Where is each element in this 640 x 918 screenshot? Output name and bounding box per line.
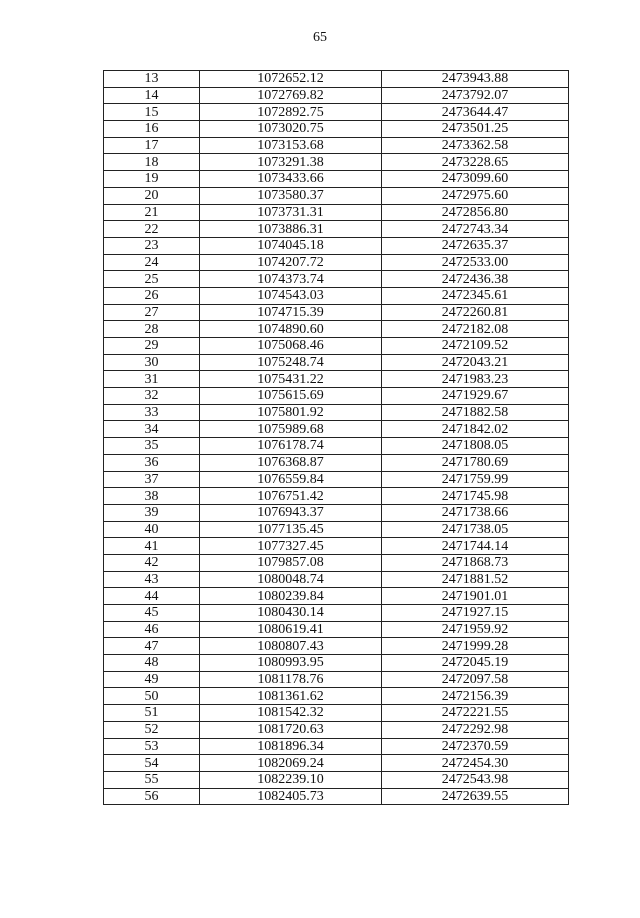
point-number-cell: 41 — [104, 538, 200, 555]
x-coordinate-cell: 1081542.32 — [200, 705, 382, 722]
y-coordinate-cell: 2471881.52 — [382, 571, 569, 588]
x-coordinate-cell: 1076943.37 — [200, 504, 382, 521]
point-number-cell: 45 — [104, 605, 200, 622]
y-coordinate-cell: 2471927.15 — [382, 605, 569, 622]
point-number-cell: 20 — [104, 187, 200, 204]
x-coordinate-cell: 1075068.46 — [200, 338, 382, 355]
x-coordinate-cell: 1080993.95 — [200, 655, 382, 672]
table-row — [104, 755, 569, 772]
x-coordinate-cell: 1075431.22 — [200, 371, 382, 388]
y-coordinate-cell: 2471780.69 — [382, 454, 569, 471]
x-coordinate-cell: 1073153.68 — [200, 137, 382, 154]
table-row — [104, 87, 569, 104]
y-coordinate-cell: 2471808.05 — [382, 438, 569, 455]
x-coordinate-cell: 1081178.76 — [200, 671, 382, 688]
point-number-cell: 15 — [104, 104, 200, 121]
table-row — [104, 655, 569, 672]
point-number-cell: 36 — [104, 454, 200, 471]
point-number-cell: 24 — [104, 254, 200, 271]
x-coordinate-cell: 1074890.60 — [200, 321, 382, 338]
y-coordinate-cell: 2472436.38 — [382, 271, 569, 288]
y-coordinate-cell: 2471983.23 — [382, 371, 569, 388]
x-coordinate-cell: 1081361.62 — [200, 688, 382, 705]
y-coordinate-cell: 2472043.21 — [382, 354, 569, 371]
point-number-cell: 49 — [104, 671, 200, 688]
y-coordinate-cell: 2471745.98 — [382, 488, 569, 505]
table-row — [104, 371, 569, 388]
x-coordinate-cell: 1082069.24 — [200, 755, 382, 772]
y-coordinate-cell: 2472635.37 — [382, 237, 569, 254]
point-number-cell: 17 — [104, 137, 200, 154]
point-number-cell: 42 — [104, 554, 200, 571]
x-coordinate-cell: 1076751.42 — [200, 488, 382, 505]
point-number-cell: 33 — [104, 404, 200, 421]
point-number-cell: 46 — [104, 621, 200, 638]
y-coordinate-cell: 2472543.98 — [382, 771, 569, 788]
point-number-cell: 16 — [104, 121, 200, 138]
y-coordinate-cell: 2471868.73 — [382, 554, 569, 571]
point-number-cell: 50 — [104, 688, 200, 705]
x-coordinate-cell: 1072652.12 — [200, 71, 382, 88]
y-coordinate-cell: 2472975.60 — [382, 187, 569, 204]
y-coordinate-cell: 2471738.05 — [382, 521, 569, 538]
x-coordinate-cell: 1074373.74 — [200, 271, 382, 288]
x-coordinate-cell: 1081896.34 — [200, 738, 382, 755]
point-number-cell: 55 — [104, 771, 200, 788]
y-coordinate-cell: 2472109.52 — [382, 338, 569, 355]
table-row — [104, 521, 569, 538]
point-number-cell: 14 — [104, 87, 200, 104]
point-number-cell: 23 — [104, 237, 200, 254]
y-coordinate-cell: 2471882.58 — [382, 404, 569, 421]
x-coordinate-cell: 1079857.08 — [200, 554, 382, 571]
y-coordinate-cell: 2472221.55 — [382, 705, 569, 722]
point-number-cell: 30 — [104, 354, 200, 371]
y-coordinate-cell: 2472260.81 — [382, 304, 569, 321]
y-coordinate-cell: 2472454.30 — [382, 755, 569, 772]
point-number-cell: 37 — [104, 471, 200, 488]
x-coordinate-cell: 1081720.63 — [200, 721, 382, 738]
x-coordinate-cell: 1077135.45 — [200, 521, 382, 538]
x-coordinate-cell: 1072892.75 — [200, 104, 382, 121]
y-coordinate-cell: 2472856.80 — [382, 204, 569, 221]
point-number-cell: 48 — [104, 655, 200, 672]
y-coordinate-cell: 2471738.66 — [382, 504, 569, 521]
y-coordinate-cell: 2472743.34 — [382, 221, 569, 238]
y-coordinate-cell: 2471929.67 — [382, 388, 569, 405]
point-number-cell: 32 — [104, 388, 200, 405]
table-row — [104, 771, 569, 788]
point-number-cell: 22 — [104, 221, 200, 238]
point-number-cell: 53 — [104, 738, 200, 755]
table-row — [104, 471, 569, 488]
x-coordinate-cell: 1073886.31 — [200, 221, 382, 238]
table-row — [104, 488, 569, 505]
x-coordinate-cell: 1075801.92 — [200, 404, 382, 421]
y-coordinate-cell: 2473099.60 — [382, 171, 569, 188]
y-coordinate-cell: 2471744.14 — [382, 538, 569, 555]
point-number-cell: 54 — [104, 755, 200, 772]
table-row — [104, 538, 569, 555]
x-coordinate-cell: 1073433.66 — [200, 171, 382, 188]
table-body — [104, 71, 569, 805]
x-coordinate-cell: 1080239.84 — [200, 588, 382, 605]
x-coordinate-cell: 1075989.68 — [200, 421, 382, 438]
table-row — [104, 605, 569, 622]
point-number-cell: 27 — [104, 304, 200, 321]
table-row — [104, 738, 569, 755]
x-coordinate-cell: 1073020.75 — [200, 121, 382, 138]
y-coordinate-cell: 2471901.01 — [382, 588, 569, 605]
y-coordinate-cell: 2472097.58 — [382, 671, 569, 688]
coordinates-table — [103, 70, 569, 805]
x-coordinate-cell: 1074207.72 — [200, 254, 382, 271]
y-coordinate-cell: 2473362.58 — [382, 137, 569, 154]
point-number-cell: 39 — [104, 504, 200, 521]
page-number: 65 — [313, 30, 327, 45]
table-row — [104, 71, 569, 88]
x-coordinate-cell: 1080430.14 — [200, 605, 382, 622]
y-coordinate-cell: 2471999.28 — [382, 638, 569, 655]
y-coordinate-cell: 2472533.00 — [382, 254, 569, 271]
table-row — [104, 621, 569, 638]
y-coordinate-cell: 2473792.07 — [382, 87, 569, 104]
y-coordinate-cell: 2471959.92 — [382, 621, 569, 638]
table-row — [104, 154, 569, 171]
y-coordinate-cell: 2472156.39 — [382, 688, 569, 705]
x-coordinate-cell: 1075248.74 — [200, 354, 382, 371]
point-number-cell: 18 — [104, 154, 200, 171]
table-row — [104, 705, 569, 722]
table-row — [104, 171, 569, 188]
table-row — [104, 671, 569, 688]
x-coordinate-cell: 1077327.45 — [200, 538, 382, 555]
point-number-cell: 21 — [104, 204, 200, 221]
x-coordinate-cell: 1080619.41 — [200, 621, 382, 638]
x-coordinate-cell: 1080807.43 — [200, 638, 382, 655]
point-number-cell: 19 — [104, 171, 200, 188]
table-row — [104, 137, 569, 154]
table-row — [104, 554, 569, 571]
point-number-cell: 35 — [104, 438, 200, 455]
x-coordinate-cell: 1076559.84 — [200, 471, 382, 488]
point-number-cell: 34 — [104, 421, 200, 438]
y-coordinate-cell: 2472182.08 — [382, 321, 569, 338]
x-coordinate-cell: 1080048.74 — [200, 571, 382, 588]
y-coordinate-cell: 2473943.88 — [382, 71, 569, 88]
x-coordinate-cell: 1082405.73 — [200, 788, 382, 805]
point-number-cell: 28 — [104, 321, 200, 338]
x-coordinate-cell: 1075615.69 — [200, 388, 382, 405]
point-number-cell: 47 — [104, 638, 200, 655]
point-number-cell: 43 — [104, 571, 200, 588]
point-number-cell: 56 — [104, 788, 200, 805]
table-row — [104, 788, 569, 805]
y-coordinate-cell: 2472370.59 — [382, 738, 569, 755]
table-row — [104, 237, 569, 254]
table-row — [104, 638, 569, 655]
table-row — [104, 588, 569, 605]
table-row — [104, 221, 569, 238]
table-row — [104, 721, 569, 738]
x-coordinate-cell: 1076178.74 — [200, 438, 382, 455]
table-row — [104, 421, 569, 438]
table-row — [104, 187, 569, 204]
y-coordinate-cell: 2471842.02 — [382, 421, 569, 438]
table-row — [104, 121, 569, 138]
point-number-cell: 40 — [104, 521, 200, 538]
table-row — [104, 304, 569, 321]
table-row — [104, 454, 569, 471]
y-coordinate-cell: 2472639.55 — [382, 788, 569, 805]
y-coordinate-cell: 2473501.25 — [382, 121, 569, 138]
x-coordinate-cell: 1073731.31 — [200, 204, 382, 221]
table-row — [104, 571, 569, 588]
table-row — [104, 438, 569, 455]
table-row — [104, 688, 569, 705]
table-row — [104, 388, 569, 405]
table-row — [104, 338, 569, 355]
point-number-cell: 25 — [104, 271, 200, 288]
y-coordinate-cell: 2473228.65 — [382, 154, 569, 171]
y-coordinate-cell: 2471759.99 — [382, 471, 569, 488]
y-coordinate-cell: 2472292.98 — [382, 721, 569, 738]
x-coordinate-cell: 1076368.87 — [200, 454, 382, 471]
y-coordinate-cell: 2472045.19 — [382, 655, 569, 672]
x-coordinate-cell: 1074543.03 — [200, 287, 382, 304]
y-coordinate-cell: 2472345.61 — [382, 287, 569, 304]
table-row — [104, 104, 569, 121]
table-row — [104, 354, 569, 371]
x-coordinate-cell: 1072769.82 — [200, 87, 382, 104]
table-row — [104, 254, 569, 271]
point-number-cell: 26 — [104, 287, 200, 304]
table-row — [104, 404, 569, 421]
point-number-cell: 44 — [104, 588, 200, 605]
point-number-cell: 51 — [104, 705, 200, 722]
x-coordinate-cell: 1074045.18 — [200, 237, 382, 254]
y-coordinate-cell: 2473644.47 — [382, 104, 569, 121]
table-row — [104, 504, 569, 521]
table-row — [104, 204, 569, 221]
x-coordinate-cell: 1074715.39 — [200, 304, 382, 321]
table-row — [104, 321, 569, 338]
point-number-cell: 52 — [104, 721, 200, 738]
point-number-cell: 13 — [104, 71, 200, 88]
point-number-cell: 29 — [104, 338, 200, 355]
table-row — [104, 271, 569, 288]
point-number-cell: 38 — [104, 488, 200, 505]
table-row — [104, 287, 569, 304]
x-coordinate-cell: 1082239.10 — [200, 771, 382, 788]
x-coordinate-cell: 1073580.37 — [200, 187, 382, 204]
x-coordinate-cell: 1073291.38 — [200, 154, 382, 171]
point-number-cell: 31 — [104, 371, 200, 388]
